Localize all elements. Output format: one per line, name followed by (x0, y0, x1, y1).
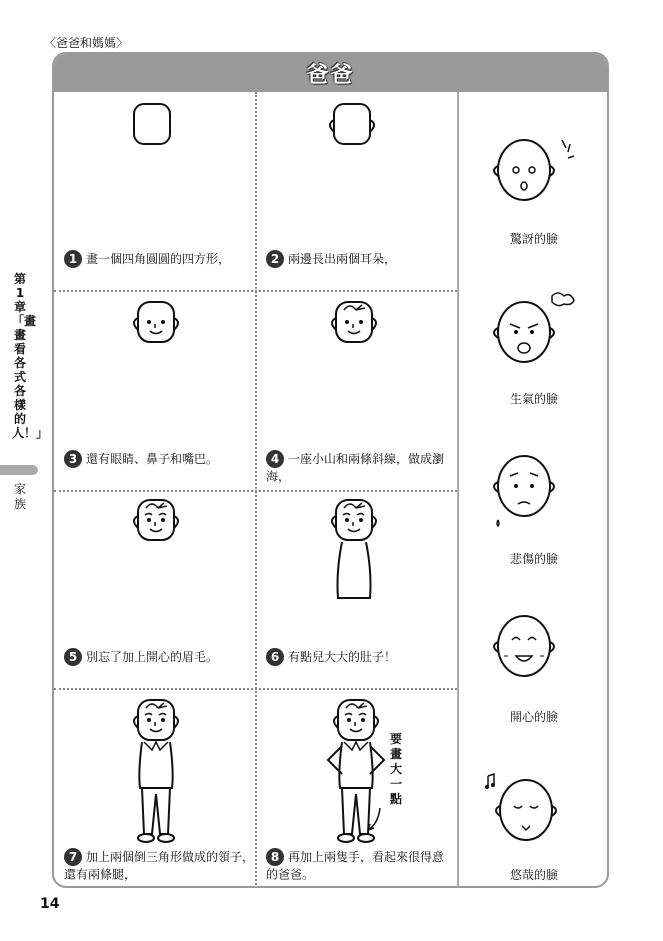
relaxed-face-icon (484, 770, 580, 850)
angry-face-label: 生氣的臉 (509, 392, 558, 406)
sad-face-label: 悲傷的臉 (509, 552, 558, 566)
step-text: 再加上兩隻手，看起來很得意的爸爸。 (266, 850, 445, 882)
step-number-badge: 1 (64, 250, 82, 268)
step-3 (64, 450, 249, 468)
step4-face-bangs-drawing (326, 300, 386, 350)
step1-head-drawing (130, 102, 180, 152)
sad-face-icon (490, 450, 580, 530)
section-side-label: 家族 (13, 482, 26, 511)
step5-face-eyebrows-drawing (128, 498, 188, 548)
grid-divider-row3 (54, 688, 457, 690)
pointer-arrow-icon (364, 806, 384, 836)
column-divider (457, 92, 459, 888)
step-text: 兩邊長出兩個耳朵， (288, 252, 397, 266)
step-number-badge: 7 (64, 848, 82, 866)
grid-divider-row2 (54, 490, 457, 492)
step-2 (266, 250, 451, 268)
step-text: 還有眼睛、鼻子和嘴巴。 (86, 452, 219, 466)
angry-face-icon (490, 288, 580, 368)
step2-head-ears-drawing (324, 102, 384, 152)
step-1 (64, 250, 249, 268)
step-number-badge: 2 (266, 250, 284, 268)
step-text: 加上兩個倒三角形做成的領子，還有兩條腿， (64, 850, 255, 882)
grid-divider-row1 (54, 290, 457, 292)
side-tab-marker (0, 465, 38, 475)
step-text: 一座小山和兩條斜線，做成瀏海， (266, 452, 445, 484)
happy-face-label: 開心的臉 (509, 710, 558, 724)
step-number-badge: 5 (64, 648, 82, 666)
step7-figure-collar-legs-drawing (126, 698, 190, 848)
happy-face-icon (490, 610, 580, 690)
step-text: 別忘了加上開心的眉毛。 (86, 650, 219, 664)
make-it-bigger-note: 要畫大一點 (389, 732, 402, 806)
panel-title: 爸爸 (306, 63, 355, 88)
step3-face-drawing (128, 300, 188, 350)
step-number-badge: 6 (266, 648, 284, 666)
surprised-face-label: 驚訝的臉 (509, 232, 558, 246)
surprised-face-icon (490, 134, 580, 204)
step-text: 有點兒大大的肚子！ (288, 650, 397, 664)
step6-body-drawing (326, 498, 386, 608)
breadcrumb: 〈爸爸和媽媽〉 (44, 36, 129, 50)
drawing-panel (52, 52, 609, 888)
panel-header (54, 54, 607, 92)
step-4 (266, 450, 451, 485)
step8-complete-dad-drawing (316, 698, 396, 848)
step-6 (266, 648, 451, 666)
relaxed-face-label: 悠哉的臉 (509, 868, 558, 882)
step-text: 畫一個四角圓圓的四方形， (86, 252, 231, 266)
step-8 (266, 848, 454, 883)
step-number-badge: 3 (64, 450, 82, 468)
chapter-side-label: 第1章「畫畫看各式各樣的人！」 (12, 272, 49, 440)
step-number-badge: 8 (266, 848, 284, 866)
step-5 (64, 648, 249, 666)
step-7 (64, 848, 254, 883)
step-number-badge: 4 (266, 450, 284, 468)
page-number: 14 (40, 896, 60, 912)
